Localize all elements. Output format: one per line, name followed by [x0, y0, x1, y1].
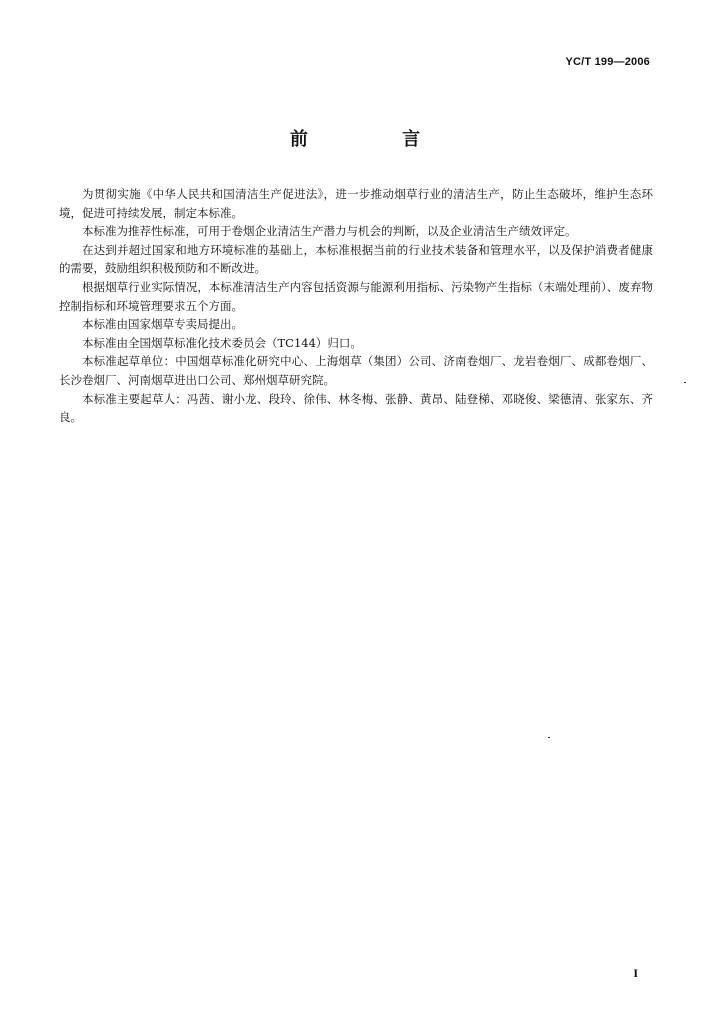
scan-speck: [684, 382, 686, 383]
paragraph-nature: 本标准为推荐性标准，可用于卷烟企业清洁生产潜力与机会的判断，以及企业清洁生产绩效评定。: [82, 224, 577, 239]
paragraph-drafting-units: 本标准起草单位：中国烟草标准化研究中心、上海烟草（集团）公司、济南卷烟厂、龙岩卷烟厂、成都卷烟厂、长沙卷烟厂、河南烟草进出口公司、郑州烟草研究院。: [59, 354, 653, 387]
paragraph-content: 根据烟草行业实际情况，本标准清洁生产内容包括资源与能源利用指标、污染物产生指标（末端处理前）、废弃物控制指标和环境管理要求五个方面。: [59, 279, 653, 313]
paragraph-basis: 在达到并超过国家和地方环境标准的基础上，本标准根据当前的行业技术装备和管理水平，以及保护消费者健康的需要，鼓励组织积极预防和不断改进。: [59, 242, 653, 276]
page-title: 前 言: [289, 129, 465, 150]
paragraph-committee: 本标准由全国烟草标准化技术委员会（TC144）归口。: [82, 335, 362, 350]
scan-speck: [548, 737, 550, 738]
paragraph-drafters: 本标准主要起草人：冯茜、谢小龙、段玲、徐伟、林冬梅、张静、黄昂、陆登梯、邓晓俊、梁德清、张家东、齐良。: [59, 391, 653, 425]
standard-code: YC/T 199—2006: [565, 56, 650, 68]
page-number: I: [633, 966, 638, 980]
paragraph-purpose: 为贯彻实施《中华人民共和国清洁生产促进法》，进一步推动烟草行业的清洁生产，防止生态破坏，维护生态环境，促进可持续发展，制定本标准。: [59, 187, 653, 220]
foreword-body: [59, 185, 653, 427]
paragraph-proposer: 本标准由国家烟草专卖局提出。: [82, 317, 243, 332]
